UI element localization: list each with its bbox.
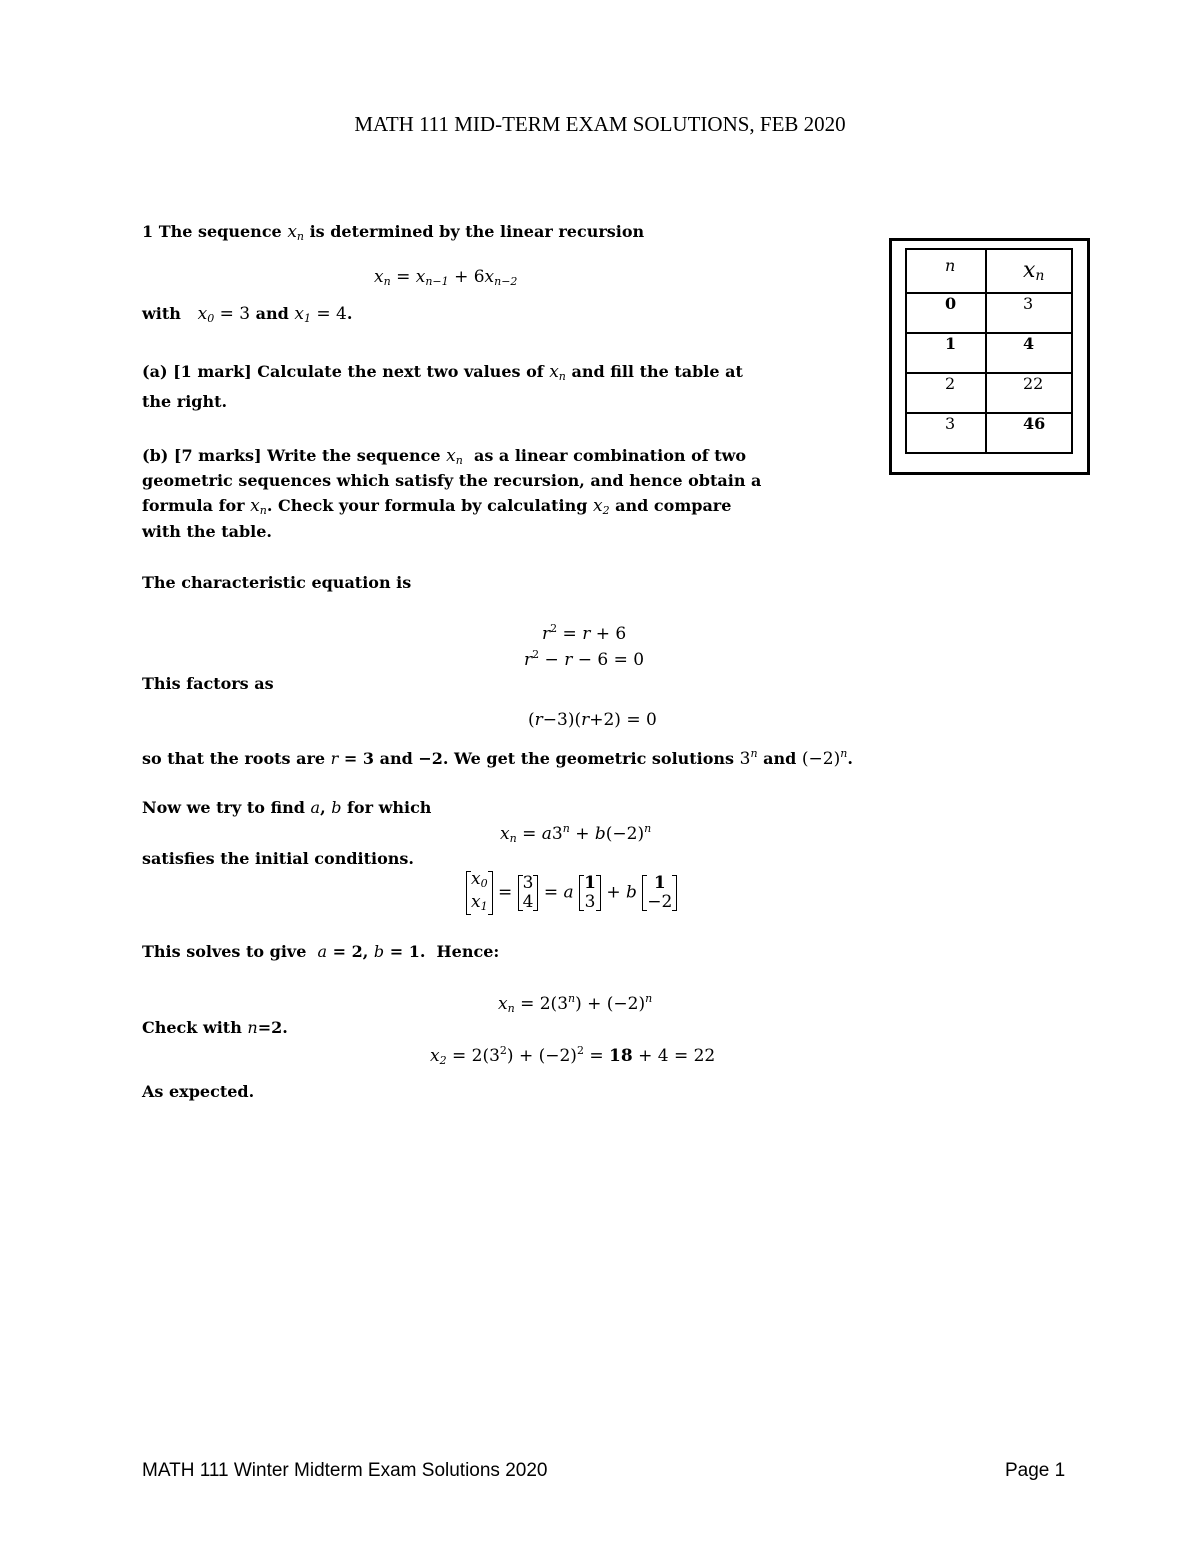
values-table-frame (889, 238, 1090, 475)
table-cell-n: 2 (906, 373, 986, 413)
table-row (906, 293, 1072, 333)
initial-conditions: with $x_0 = 3$ and $x_1 = 4$. (142, 304, 353, 325)
check-line: Check with n=2. (142, 1018, 288, 1037)
page-number: Page 1 (1005, 1460, 1066, 1481)
table-row (906, 333, 1072, 373)
table-row (906, 373, 1072, 413)
table-cell-xn: 22 (986, 373, 1072, 413)
part-b-line4: with the table. (142, 522, 272, 541)
table-cell-n: 3 (906, 413, 986, 453)
table-cell-n: 0 (906, 293, 986, 333)
char-eq-intro: The characteristic equation is (142, 573, 412, 592)
table-row (906, 413, 1072, 453)
matrix-equation: $x_0$ $x_1 = 3$ 4 = a 1 3 + b 1 −2 (466, 870, 677, 916)
part-a-line1: (a) [1 mark] Calculate the next two values of $x_n$ and fill the table at (142, 362, 743, 383)
check-calculation: $x_2 = 2(3^2) + (-2)^2 = 18 + 4 = 22$ (430, 1044, 716, 1067)
question-intro: 1 The sequence $x_n$ is determined by the linear recursion (142, 222, 645, 243)
part-b-line2: geometric sequences which satisfy the recursion, and hence obtain a (142, 471, 762, 490)
as-expected: As expected. (142, 1082, 255, 1101)
table-header-n: n (906, 249, 986, 293)
satisfies-line: satisfies the initial conditions. (142, 849, 414, 868)
factored-equation: (r−3)(r+2) = 0 (528, 710, 657, 730)
find-ab-line: Now we try to find a, b for which (142, 798, 432, 817)
roots-line: so that the roots are r = 3 and −2. We get the geometric solutions 3$^n$ and $(-2)^n$. (142, 747, 853, 769)
table-cell-n: 1 (906, 333, 986, 373)
factors-intro: This factors as (142, 674, 274, 693)
values-table (905, 248, 1073, 454)
table-cell-xn: 3 (986, 293, 1072, 333)
part-b-line3: formula for $x_n$. Check your formula by calculating $x_2$ and compare (142, 496, 732, 517)
general-form: $x_n = a3^n + b(-2)^n$ (500, 822, 652, 845)
solves-line: This solves to give a = 2, b = 1. Hence: (142, 942, 500, 961)
part-a-line2: the right. (142, 392, 228, 411)
char-eq-1: $r^2 = r + 6$ (542, 622, 627, 644)
table-cell-xn: 46 (986, 413, 1072, 453)
page-title: MATH 111 MID-TERM EXAM SOLUTIONS, FEB 2020 (354, 112, 846, 136)
recursion-equation: $x_n = x_{n-1} + 6x_{n-2}$ (374, 267, 518, 288)
footer-left: MATH 111 Winter Midterm Exam Solutions 2020 (142, 1460, 548, 1481)
formula: $x_n = 2(3^n) + (-2)^n$ (498, 992, 653, 1015)
part-b-line1: (b) [7 marks] Write the sequence $x_n$ as a linear combination of two (142, 446, 747, 467)
table-header-row (906, 249, 1072, 293)
table-header-xn: $x_n$ (986, 249, 1072, 293)
table-cell-xn: 4 (986, 333, 1072, 373)
char-eq-2: $r^2 - r - 6 = 0$ (524, 648, 645, 670)
